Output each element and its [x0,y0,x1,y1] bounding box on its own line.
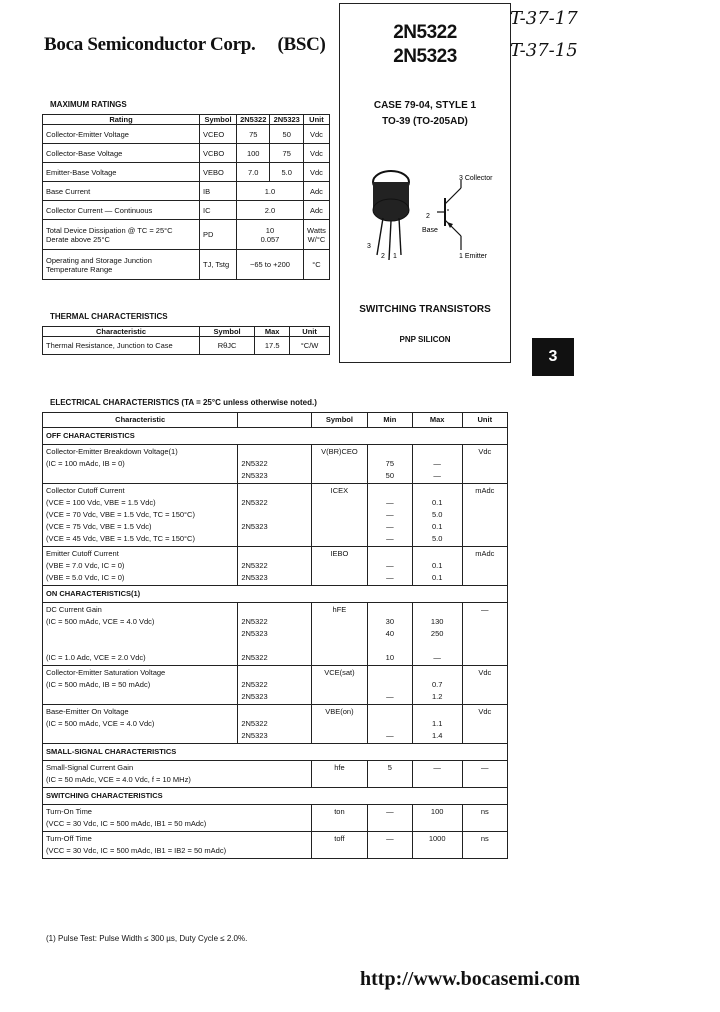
device-cell: 2N5322 2N5323 [238,445,312,484]
characteristic-cell: Turn-On Time (VCC = 30 Vdc, IC = 500 mAdc, IB1 = 50 mAdc) [43,805,312,832]
value-cell: 17.5 [255,337,290,355]
pin-emitter-label: 1 Emitter [459,253,488,260]
value-cell: 50 [270,125,303,144]
symbol-cell: IC [200,201,237,220]
table-row [43,250,330,280]
characteristic-cell: Collector-Emitter Saturation Voltage (IC = 500 mAdc, IB = 50 mAdc) [43,666,238,705]
col-2n5322: 2N5322 [237,115,270,125]
device-cell: 2N5322 2N5323 [238,705,312,744]
symbol-cell: IEBO [311,547,367,586]
min-cell: 75 50 [367,445,412,484]
max-ratings-title: MAXIMUM RATINGS [50,100,127,109]
on-characteristics-title: ON CHARACTERISTICS(1) [43,586,508,603]
electrical-title: ELECTRICAL CHARACTERISTICS (TA = 25°C unless otherwise noted.) [50,398,317,407]
rating-cell: Operating and Storage Junction Temperature Range [43,250,200,280]
rating-cell: Emitter-Base Voltage [43,163,200,182]
col-symbol: Symbol [200,115,237,125]
value-cell: 75 [237,125,270,144]
symbol-cell: ton [311,805,367,832]
symbol-cell: VCEO [200,125,237,144]
unit-cell: Adc [303,182,329,201]
symbol-cell: VEBO [200,163,237,182]
table-row [43,201,330,220]
table-row [43,182,330,201]
pin-base-label: Base [422,227,438,234]
unit-cell: Vdc [303,125,329,144]
unit-cell: Vdc [462,705,507,744]
symbol-cell: PD [200,220,237,250]
footnote: (1) Pulse Test: Pulse Width ≤ 300 µs, Duty Cycle ≤ 2.0%. [46,934,248,943]
value-cell: 10 0.057 [237,220,304,250]
value-cell: 1.0 [237,182,304,201]
company-name [44,34,326,56]
col-unit: Unit [290,327,330,337]
max-cell: 0.1 5.0 0.1 5.0 [412,484,462,547]
table-row [43,705,508,744]
unit-cell: Adc [303,201,329,220]
pin-collector-label: 3 Collector [459,175,493,182]
max-cell: 100 [412,805,462,832]
company-abbr: (BSC) [277,34,326,55]
unit-cell: mAdc [462,484,507,547]
symbol-cell: ICEX [311,484,367,547]
device-type: SWITCHING TRANSISTORS [359,304,491,315]
company-name-text: Boca Semiconductor Corp. [44,34,256,55]
characteristic-cell: Thermal Resistance, Junction to Case [43,337,200,355]
table-row [43,163,330,182]
table-row [43,445,508,484]
unit-cell: Vdc [303,163,329,182]
package-and-schematic-illustration [339,140,511,270]
min-cell: 5 [367,761,412,788]
section-row [43,744,508,761]
table-row [43,125,330,144]
section-row [43,428,508,445]
characteristic-cell: Collector-Emitter Breakdown Voltage(1) (IC = 100 mAdc, IB = 0) [43,445,238,484]
min-cell: — [367,832,412,859]
lead-label-2: 2 [381,253,385,260]
symbol-cell: VBE(on) [311,705,367,744]
characteristic-cell: Collector Cutoff Current (VCE = 100 Vdc, VBE = 1.5 Vdc) (VCE = 70 Vdc, VBE = 1.5 Vdc, TC = 150°C) (VCE = 75 Vdc, VBE = 1.5 Vdc) (VCE = 45 Vdc, VBE = 1.5 Vdc, TC = 150°C) [43,484,238,547]
lead-label-1: 1 [393,253,397,260]
col-max: Max [255,327,290,337]
electrical-table [42,412,508,859]
max-cell: 0.1 0.1 [412,547,462,586]
symbol-cell: VCBO [200,144,237,163]
col-unit: Unit [462,413,507,428]
max-cell: 130 250 — [412,603,462,666]
col-symbol: Symbol [200,327,255,337]
characteristic-cell: DC Current Gain (IC = 500 mAdc, VCE = 4.0 Vdc) (IC = 1.0 Adc, VCE = 2.0 Vdc) [43,603,238,666]
symbol-cell: hfe [311,761,367,788]
section-row [43,788,508,805]
table-row [43,337,330,355]
off-characteristics-title: OFF CHARACTERISTICS [43,428,508,445]
symbol-cell: hFE [311,603,367,666]
col-unit: Unit [303,115,329,125]
col-symbol: Symbol [311,413,367,428]
min-cell: — — [367,547,412,586]
table-row [43,832,508,859]
small-signal-title: SMALL-SIGNAL CHARACTERISTICS [43,744,508,761]
switching-title: SWITCHING CHARACTERISTICS [43,788,508,805]
case-line-2: TO-39 (TO-205AD) [382,116,468,127]
characteristic-cell: Small-Signal Current Gain (IC = 50 mAdc, VCE = 4.0 Vdc, f = 10 MHz) [43,761,312,788]
unit-cell: Vdc [462,666,507,705]
table-row [43,666,508,705]
to39-package-icon [373,171,409,260]
min-cell: — — — — [367,484,412,547]
max-cell: — [412,761,462,788]
section-row [43,586,508,603]
table-row [43,144,330,163]
symbol-cell: RθJC [200,337,255,355]
min-cell: — [367,705,412,744]
pin-base-number: 2 [426,213,430,220]
table-row [43,484,508,547]
table-header-row [43,327,330,337]
value-cell: 5.0 [270,163,303,182]
pnp-transistor-symbol-icon [437,180,461,250]
device-cell: 2N5322 2N5323 [238,484,312,547]
handwritten-note-2: T-37-15 [510,40,578,61]
symbol-cell: toff [311,832,367,859]
col-characteristic: Characteristic [43,327,200,337]
symbol-cell: IB [200,182,237,201]
section-tab: 3 [532,338,574,376]
unit-cell: — [462,761,507,788]
case-line-1: CASE 79-04, STYLE 1 [373,100,477,111]
table-row [43,603,508,666]
value-cell: 75 [270,144,303,163]
handwritten-note-1: T-37-17 [510,8,578,29]
min-cell: 30 40 10 [367,603,412,666]
table-row [43,805,508,832]
unit-cell: Vdc [462,445,507,484]
table-header-row [43,413,508,428]
table-header-row [43,115,330,125]
rating-cell: Total Device Dissipation @ TC = 25°C Derate above 25°C [43,220,200,250]
characteristic-cell: Emitter Cutoff Current (VBE = 7.0 Vdc, IC = 0) (VBE = 5.0 Vdc, IC = 0) [43,547,238,586]
symbol-cell: VCE(sat) [311,666,367,705]
max-cell: 1000 [412,832,462,859]
device-cell: 2N5322 2N5323 [238,547,312,586]
rating-cell: Collector-Emitter Voltage [43,125,200,144]
part-number-1: 2N5322 [393,22,457,43]
table-row [43,761,508,788]
table-row [43,547,508,586]
value-cell: −65 to +200 [237,250,304,280]
characteristic-cell: Turn-Off Time (VCC = 30 Vdc, IC = 500 mAdc, IB1 = IB2 = 50 mAdc) [43,832,312,859]
max-ratings-table [42,114,330,280]
value-cell: 2.0 [237,201,304,220]
rating-cell: Collector-Base Voltage [43,144,200,163]
max-cell: 1.1 1.4 [412,705,462,744]
rating-cell: Collector Current — Continuous [43,201,200,220]
website-url[interactable]: http://www.bocasemi.com [360,968,580,990]
material-type: PNP SILICON [399,335,451,344]
max-cell: 0.7 1.2 [412,666,462,705]
rating-cell: Base Current [43,182,200,201]
lead-label-3: 3 [367,243,371,250]
part-number-2: 2N5323 [393,46,457,67]
thermal-title: THERMAL CHARACTERISTICS [50,312,168,321]
unit-cell: ns [462,805,507,832]
col-characteristic: Characteristic [43,413,238,428]
unit-cell: mAdc [462,547,507,586]
value-cell: 7.0 [237,163,270,182]
symbol-cell: V(BR)CEO [311,445,367,484]
symbol-cell: TJ, Tstg [200,250,237,280]
min-cell: — [367,805,412,832]
unit-cell: Watts W/°C [303,220,329,250]
unit-cell: °C/W [290,337,330,355]
characteristic-cell: Base-Emitter On Voltage (IC = 500 mAdc, VCE = 4.0 Vdc) [43,705,238,744]
col-2n5323: 2N5323 [270,115,303,125]
unit-cell: ns [462,832,507,859]
min-cell: — [367,666,412,705]
device-cell: 2N5322 2N5323 [238,666,312,705]
device-cell: 2N5322 2N5323 2N5322 [238,603,312,666]
max-cell: — — [412,445,462,484]
col-max: Max [412,413,462,428]
unit-cell: — [462,603,507,666]
table-row [43,220,330,250]
col-rating: Rating [43,115,200,125]
value-cell: 100 [237,144,270,163]
col-min: Min [367,413,412,428]
unit-cell: °C [303,250,329,280]
unit-cell: Vdc [303,144,329,163]
thermal-table [42,326,330,355]
